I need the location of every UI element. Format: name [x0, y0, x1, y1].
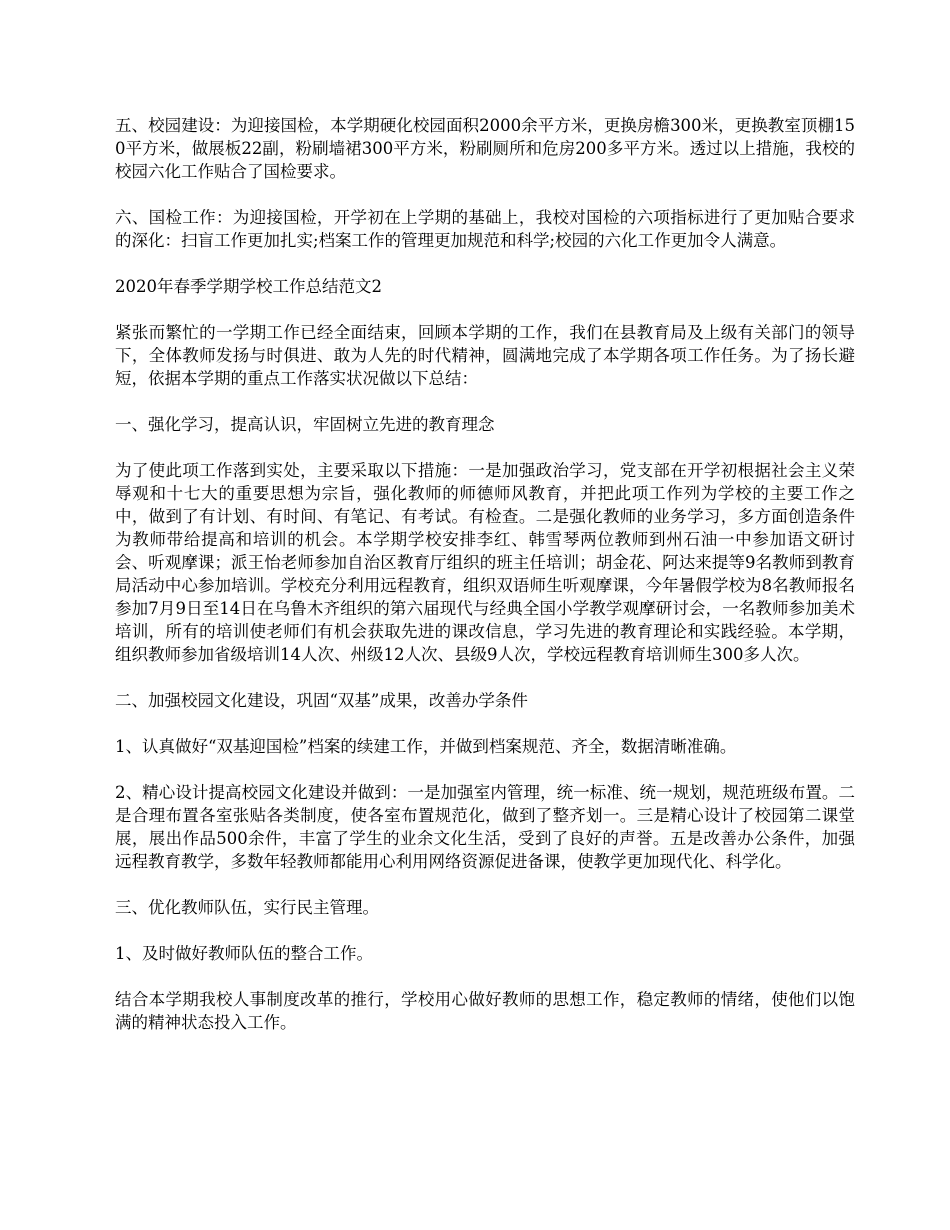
paragraph-intro: 紧张而繁忙的一学期工作已经全面结束，回顾本学期的工作，我们在县教育局及上级有关部门的领导下，全体教师发扬与时俱进、敢为人先的时代精神，圆满地完成了本学期各项工作任务。为了扬长避短，依据本学期的重点工作落实状况做以下总结： — [115, 323, 855, 388]
paragraph-campus-design: 2、精心设计提高校园文化建设并做到：一是加强室内管理，统一标准、统一规划，规范班级布置。二是合理布置各室张贴各类制度，使各室布置规范化，做到了整齐划一。三是精心设计了校园第二课堂展，展出作品500余件，丰富了学生的业余文化生活，受到了良好的声誉。五是改善办公条件，加强远程教育教学，多数年轻教师都能用心利用网络资源促进备课，使教学更加现代化、科学化。 — [115, 783, 855, 871]
paragraph-national-inspection: 六、国检工作：为迎接国检，开学初在上学期的基础上，我校对国检的六项指标进行了更加贴合要求的深化：扫盲工作更加扎实;档案工作的管理更加规范和科学;校园的六化工作更加令人满意。 — [115, 208, 855, 250]
paragraph-learning-measures: 为了使此项工作落到实处，主要采取以下措施：一是加强政治学习，党支部在开学初根据社会主义荣辱观和十七大的重要思想为宗旨，强化教师的师德师风教育，并把此项工作列为学校的主要工作之中，做到了有计划、有时间、有笔记、有考试。有检查。二是强化教师的业务学习，多方面创造条件为教师带给提高和培训的机会。本学期学校安排李红、韩雪琴两位教师到州石油一中参加语文研讨会、听观摩课；派王怡老师参加自治区教育厅组织的班主任培训；胡金花、阿达来提等9名教师到教育局活动中心参加培训。学校充分利用远程教育，组织双语师生听观摩课，今年暑假学校为8名教师报名参加7月9日至14日在乌鲁木齐组织的第六届现代与经典全国小学教学观摩研讨会，一名教师参加美术培训，所有的培训使老师们有机会获取先进的课改信息，学习先进的教育理论和实践经验。本学期，组织教师参加省级培训14人次、州级12人次、县级9人次，学校远程教育培训师生300多人次。 — [115, 461, 855, 664]
paragraph-archives: 1、认真做好“双基迎国检”档案的续建工作，并做到档案规范、齐全，数据清晰准确。 — [115, 737, 737, 756]
paragraph-team-integration: 1、及时做好教师队伍的整合工作。 — [115, 944, 373, 963]
heading-strengthen-learning: 一、强化学习，提高认识，牢固树立先进的教育理念 — [115, 415, 495, 434]
paragraph-personnel-reform: 结合本学期我校人事制度改革的推行，学校用心做好教师的思想工作，稳定教师的情绪，使他们以饱满的精神状态投入工作。 — [115, 990, 855, 1032]
paragraph-campus-construction: 五、校园建设：为迎接国检，本学期硬化校园面积2000余平方米，更换房檐300米，更换教室顶棚150平方米，做展板22副，粉刷墙裙300平方米，粉刷厕所和危房200多平方米。透过以上措施，我校的校园六化工作贴合了国检要求。 — [115, 116, 855, 181]
heading-campus-culture: 二、加强校园文化建设，巩固“双基”成果，改善办学条件 — [115, 691, 528, 710]
heading-teacher-team: 三、优化教师队伍，实行民主管理。 — [115, 898, 379, 917]
document-page — [115, 114, 855, 1057]
section-title: 2020年春季学期学校工作总结范文2 — [115, 277, 382, 296]
